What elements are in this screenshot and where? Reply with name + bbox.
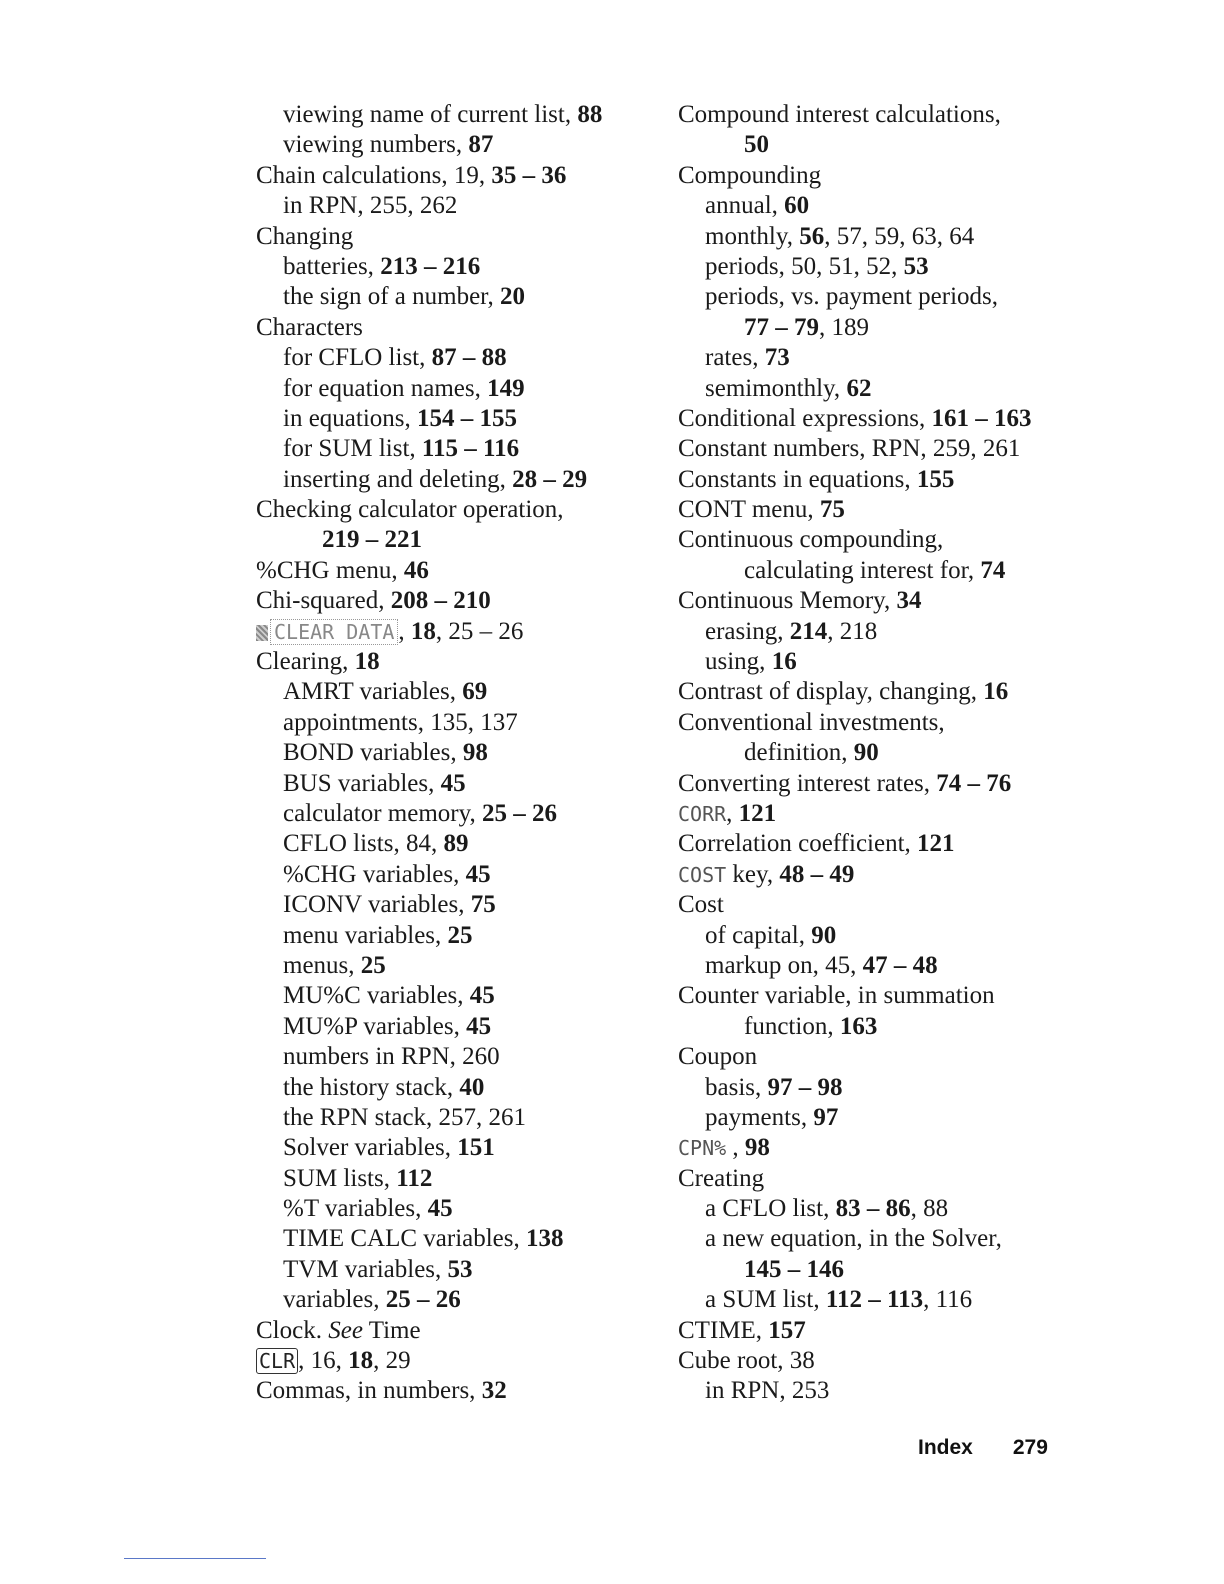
index-subentry [678,647,1078,677]
page-reference-primary: 97 [813,1103,839,1131]
index-entry [678,769,1078,799]
index-subentry [678,222,1078,252]
index-entry [256,586,646,616]
index-entry [256,1316,646,1346]
page-reference-primary: 73 [764,344,790,372]
page-reference-primary: 34 [896,587,922,615]
entry-text: Correlation coefficient, [678,830,918,858]
entry-text: , 116 [923,1286,973,1314]
footer-section-label: Index [918,1436,973,1459]
entry-text: Continuous compounding, [678,526,944,554]
entry-text: monthly, [705,222,800,250]
entry-text: menu variables, [283,921,448,949]
entry-text: Cube root, 38 [678,1347,815,1375]
entry-text: SUM lists, [283,1164,397,1192]
page-reference-primary: 75 [819,496,845,524]
entry-text: TVM variables, [283,1255,448,1283]
entry-text: BOND variables, [283,739,463,767]
entry-text: Time [362,1316,421,1344]
entry-text: using, [705,648,772,676]
index-subentry [678,1012,1078,1042]
index-entry [678,799,1078,829]
entry-text: Cost [678,891,724,919]
entry-text: Solver variables, [283,1134,458,1162]
entry-text: Compound interest calculations, [678,101,1001,128]
index-subentry [256,343,646,373]
page-reference-primary: 25 [360,951,386,979]
entry-text: Checking calculator operation, [256,496,564,524]
entry-text: semimonthly, [705,374,847,402]
page-reference-primary: 32 [481,1377,507,1405]
index-subentry [256,1133,646,1163]
entry-text: the sign of a number, [283,283,501,311]
index-entry [678,465,1078,495]
entry-text: MU%P variables, [283,1012,467,1040]
entry-text: a new equation, in the Solver, [705,1225,1002,1253]
index-entry [256,495,646,525]
entry-text: Commas, in numbers, [256,1377,482,1405]
entry-text: inserting and deleting, [283,465,513,493]
entry-text: Clearing, [256,648,355,676]
entry-text: See [328,1316,363,1344]
index-subentry [256,465,646,495]
index-entry [256,647,646,677]
index-subentry [678,343,1078,373]
entry-text: , [726,1134,745,1162]
page-reference-primary: 60 [784,192,810,220]
index-subentry [256,374,646,404]
page-reference-primary: 208 – 210 [390,587,491,615]
page-reference-primary: 50 [744,131,769,159]
entry-text: , 88 [910,1195,949,1223]
index-entry [678,1133,1078,1163]
index-subentry [678,1376,1078,1406]
entry-text: erasing, [705,617,790,645]
page-reference-primary: 16 [983,678,1009,706]
page-reference-primary: 16 [771,648,797,676]
entry-text: CFLO lists, 84, [283,830,444,858]
page-reference-primary: 45 [440,769,466,797]
key-text: CORR [678,801,727,826]
index-entry [678,1346,1078,1376]
index-subentry [678,313,1078,343]
entry-text: calculating interest for, [744,556,981,584]
index-entry [678,860,1078,890]
page-reference-primary: 75 [470,891,496,919]
entry-text: for SUM list, [283,435,422,463]
entry-text: markup on, 45, [705,951,863,979]
entry-text: payments, [705,1103,814,1131]
key-text: CLR [259,1349,296,1374]
entry-text: in RPN, 253 [705,1377,830,1405]
page-reference-primary: 45 [469,982,495,1010]
index-entry [678,708,1078,738]
page-reference-primary: 40 [459,1073,485,1101]
entry-text: TIME CALC variables, [283,1225,527,1253]
page-reference-primary: 62 [846,374,872,402]
index-entry [678,1042,1078,1072]
entry-text: %CHG menu, [256,556,404,584]
index-subentry [256,100,646,130]
index-subentry [256,738,646,768]
index-subentry [256,252,646,282]
entry-text: the history stack, [283,1073,460,1101]
index-entry [678,586,1078,616]
entry-text: Coupon [678,1043,758,1071]
page-reference-primary: 155 [916,465,955,493]
entry-text: , [726,799,739,827]
index-subentry [678,252,1078,282]
page-reference-primary: 157 [768,1316,806,1344]
index-entry [678,161,1078,191]
index-entry [678,495,1078,525]
page-reference-primary: 56 [799,222,825,250]
entry-text: Creating [678,1164,765,1192]
page-reference-primary: 219 – 221 [322,526,422,554]
index-subentry [678,1073,1078,1103]
entry-text: of capital, [705,921,812,949]
entry-text: viewing numbers, [283,131,469,159]
index-subentry [256,951,646,981]
index-entry [678,890,1078,920]
page-reference-primary: 83 – 86 [835,1195,911,1223]
index-subentry [256,282,646,312]
entry-text: ICONV variables, [283,891,471,919]
entry-text: calculator memory, [283,799,482,827]
entry-text: Clock. [256,1316,329,1344]
entry-text: , 25 – 26 [435,617,524,645]
entry-text: Counter variable, in summation [678,982,995,1010]
entry-text: rates, [705,344,765,372]
entry-text: Converting interest rates, [678,769,937,797]
index-subentry [678,282,1078,312]
entry-text: Constants in equations, [678,465,917,493]
index-entry [256,222,646,252]
key-text: CLEAR DATA [274,619,395,644]
entry-text: function, [744,1012,840,1040]
index-entry [678,1164,1078,1194]
entry-text: , 29 [373,1347,411,1375]
entry-text: Conventional investments, [678,708,945,736]
entry-text: CONT menu, [678,496,820,524]
page-reference-primary: 35 – 36 [491,161,567,189]
index-entry [678,404,1078,434]
page-reference-primary: 115 – 116 [421,435,520,463]
index-subentry [256,1103,646,1133]
page-reference-primary: 18 [354,648,380,676]
index-subentry [678,1255,1078,1285]
calculator-key-label [256,1348,298,1374]
index-subentry [256,799,646,829]
entry-text: appointments, 135, 137 [283,708,518,736]
footnote-rule [124,1558,266,1559]
entry-text: Characters [256,313,363,341]
page-reference-primary: 151 [457,1134,495,1162]
index-subentry [256,1073,646,1103]
calculator-key-label [270,619,398,645]
page-reference-primary: 98 [744,1134,770,1162]
index-entry [256,313,646,343]
index-entry [256,161,646,191]
entry-text: Conditional expressions, [678,404,932,432]
page-reference-primary: 97 – 98 [767,1073,843,1101]
index-subentry [678,951,1078,981]
index-subentry [256,921,646,951]
footer-page-number: 279 [1012,1436,1048,1459]
page-reference-primary: 47 – 48 [862,951,938,979]
entry-text: , 57, 59, 63, 64 [824,222,975,250]
index-subentry [256,981,646,1011]
index-entry [678,981,1078,1011]
page-reference-primary: 18 [348,1347,374,1375]
index-subentry [256,860,646,890]
entry-text: %T variables, [283,1195,428,1223]
index-subentry [256,1224,646,1254]
index-entry [678,1316,1078,1346]
index-subentry [256,769,646,799]
page-reference-primary: 53 [447,1255,473,1283]
page-reference-primary: 74 – 76 [936,769,1012,797]
entry-text: for CFLO list, [283,344,432,372]
page-reference-primary: 145 – 146 [744,1255,844,1283]
index-subentry [256,708,646,738]
entry-text: for equation names, [283,374,488,402]
index-subentry [256,1255,646,1285]
entry-text: CTIME, [678,1316,769,1344]
index-subentry [256,1042,646,1072]
entry-text: variables, [283,1286,386,1314]
index-subentry [256,829,646,859]
index-subentry [256,434,646,464]
index-subentry [678,617,1078,647]
index-entry [678,525,1078,555]
page-reference-primary: 69 [462,678,488,706]
index-subentry [678,1285,1078,1315]
page-footer [918,1436,1048,1460]
page-reference-primary: 28 – 29 [512,465,588,493]
entry-text: the RPN stack, 257, 261 [283,1103,527,1131]
page-reference-primary: 90 [853,739,879,767]
entry-text: periods, vs. payment periods, [705,283,999,311]
index-subentry [256,130,646,160]
entry-text: definition, [744,739,854,767]
index-subentry [256,677,646,707]
page-reference-primary: 25 [447,921,473,949]
entry-text: Changing [256,222,354,250]
entry-text: , 16, [298,1347,349,1375]
index-subentry [256,1164,646,1194]
index-subentry [256,191,646,221]
index-subentry [256,1285,646,1315]
page-reference-primary: 88 [577,101,603,128]
index-column-left [256,100,646,1407]
index-subentry [256,525,646,555]
index-entry [678,829,1078,859]
index-subentry [256,1194,646,1224]
page-reference-primary: 121 [917,830,955,858]
key-text: COST [678,862,727,887]
entry-text: numbers in RPN, 260 [283,1043,500,1071]
entry-text: key, [726,860,780,888]
page-reference-primary: 112 [396,1164,433,1192]
index-subentry [678,556,1078,586]
index-subentry [678,374,1078,404]
entry-text: Constant numbers, RPN, 259, 261 [678,435,1021,463]
entry-text: a CFLO list, [705,1195,836,1223]
entry-text: viewing name of current list, [283,101,578,128]
calculator-key-label [678,1136,726,1160]
entry-text: Continuous Memory, [678,587,897,615]
page-reference-primary: 77 – 79 [744,313,819,341]
entry-text: periods, 50, 51, 52, [705,252,904,280]
page-reference-primary: 121 [738,799,777,827]
page-reference-primary: 25 – 26 [385,1286,461,1314]
page-reference-primary: 48 – 49 [779,860,855,888]
entry-text: a SUM list, [705,1286,826,1314]
page-reference-primary: 214 [789,617,828,645]
page-reference-primary: 213 – 216 [380,252,481,280]
page-reference-primary: 87 [468,131,494,159]
index-entry [678,434,1078,464]
page-reference-primary: 25 – 26 [482,799,557,827]
index-subentry [256,1012,646,1042]
entry-text: AMRT variables, [283,678,463,706]
page-reference-primary: 138 [526,1225,564,1253]
page-reference-primary: 20 [500,283,526,311]
index-subentry [678,1224,1078,1254]
index-entry [256,617,646,647]
entry-text: in RPN, 255, 262 [283,192,458,220]
entry-text: menus, [283,951,361,979]
page-reference-primary: 89 [443,830,469,858]
page-reference-primary: 98 [462,739,488,767]
index-entry [678,100,1078,130]
page-reference-primary: 46 [403,556,429,584]
entry-text: , 189 [819,313,869,341]
page-reference-primary: 112 – 113 [825,1286,924,1314]
index-subentry [678,130,1078,160]
entry-text: annual, [705,192,785,220]
page-reference-primary: 154 – 155 [417,404,518,432]
index-subentry [678,738,1078,768]
page-reference-primary: 45 [465,860,491,888]
page-reference-primary: 74 [980,556,1006,584]
page-reference-primary: 90 [811,921,837,949]
index-subentry [678,191,1078,221]
page-reference-primary: 87 – 88 [431,344,507,372]
index-subentry [678,1103,1078,1133]
calculator-key-label [678,802,726,826]
entry-text: MU%C variables, [283,982,470,1010]
page-reference-primary: 45 [427,1195,453,1223]
entry-text: basis, [705,1073,768,1101]
page-reference-primary: 18 [410,617,436,645]
entry-text: batteries, [283,252,381,280]
page-reference-primary: 163 [839,1012,878,1040]
entry-text: , [398,617,411,645]
page-reference-primary: 45 [466,1012,492,1040]
page-reference-primary: 53 [903,252,929,280]
index-entry [256,1376,646,1406]
index-entry [256,556,646,586]
key-text: CPN% [678,1136,727,1161]
entry-text: in equations, [283,404,418,432]
index-subentry [678,921,1078,951]
entry-text: Chi-squared, [256,587,391,615]
page-reference-primary: 161 – 163 [931,404,1032,432]
shift-key-icon [256,625,268,641]
entry-text: Contrast of display, changing, [678,678,984,706]
index-subentry [256,890,646,920]
entry-text: %CHG variables, [283,860,466,888]
index-column-right [678,100,1078,1407]
page-reference-primary: 149 [487,374,525,402]
entry-text: BUS variables, [283,769,441,797]
entry-text: , 218 [827,617,878,645]
index-subentry [256,404,646,434]
calculator-key-label [678,863,726,887]
index-entry [256,1346,646,1376]
index-subentry [678,1194,1078,1224]
entry-text: Chain calculations, 19, [256,161,492,189]
entry-text: Compounding [678,161,822,189]
index-entry [678,677,1078,707]
